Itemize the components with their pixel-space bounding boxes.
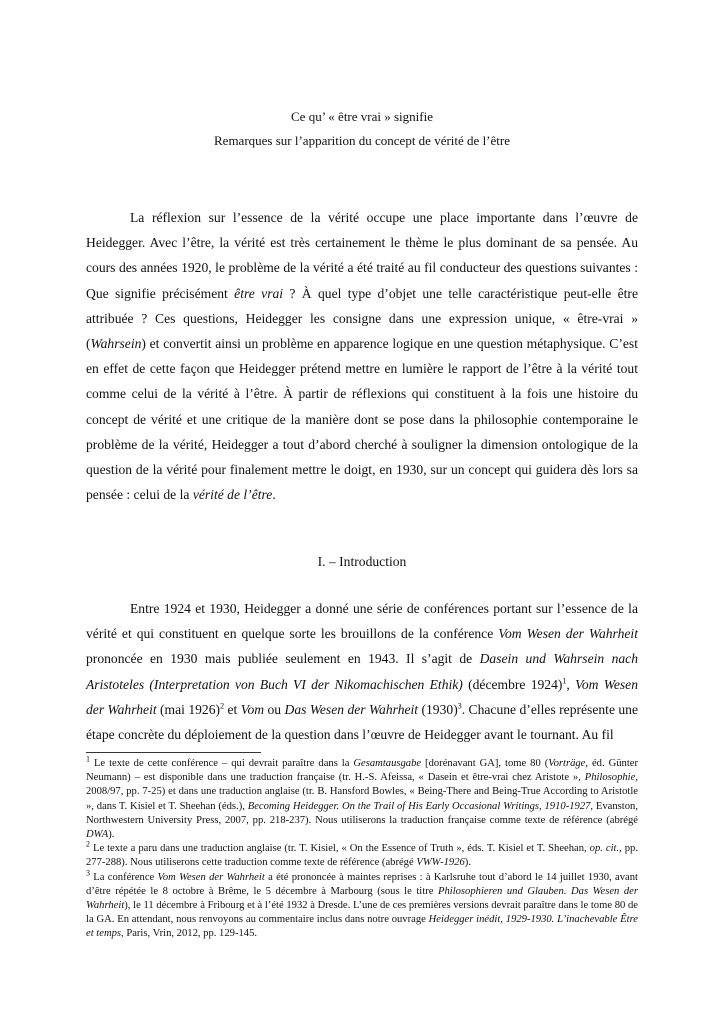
- text-run: Entre 1924 et 1930, Heidegger a donné une série de conférences portant sur l’essence de la vérité et qui constituent en quelque sorte les brouillons de la conférence: [86, 601, 638, 642]
- footnote-ref-1[interactable]: 1: [562, 676, 567, 686]
- text-run: La conférence: [90, 871, 158, 883]
- emphasis-text: Becoming Heidegger. On the Trail of His Early Occasional Writings, 1910-1927: [247, 800, 591, 812]
- emphasis-text: Philosophie: [584, 772, 636, 784]
- text-run: [dorénavant GA], tome 80 (: [421, 758, 549, 769]
- intro-paragraph: [86, 205, 638, 507]
- emphasis-text: Wahrsein: [90, 336, 142, 352]
- emphasis-text: Gesamtausgabe: [353, 758, 422, 769]
- footnote-1: [86, 754, 638, 842]
- footnote-2: [86, 839, 638, 870]
- emphasis-text: vérité de l’être: [192, 487, 273, 503]
- emphasis-text: Vom: [240, 701, 265, 717]
- footnote-ref-2[interactable]: 2: [220, 701, 225, 711]
- text-run: , Evanston, Northwestern University Press, 2007, pp. 218-237). Nous utiliserons la traduction française comme texte de référence (abrégé: [86, 800, 638, 826]
- emphasis-text: Heidegger inédit, 1929-1930. L’inachevable Être et temps: [86, 914, 638, 940]
- text-run: ).: [464, 857, 471, 869]
- footnote-number: 1: [86, 754, 90, 764]
- emphasis-text: VWW-1926: [416, 857, 465, 869]
- text-run: , éd. Günter Neumann) – est disponible dans une traduction française (tr. H.-S. Afeissa, « Dasein et être-vrai chez Aristote »,: [86, 758, 638, 784]
- emphasis-text: être vrai: [234, 285, 284, 301]
- text-run: ,: [566, 676, 576, 692]
- text-run: et: [224, 701, 241, 717]
- text-run: prononcée en 1930 mais publiée seulement en 1943. Il s’agit de: [86, 651, 480, 667]
- text-run: a été prononcée à maintes reprises : à Karlsruhe tout d’abord le 14 juillet 1930, avant d’être répétée le 8 octobre à Brême, le 5 décembre à Marbourg (sous le titre: [86, 871, 638, 897]
- footnote-ref-3[interactable]: 3: [457, 701, 462, 711]
- text-run: (mai 1926): [156, 701, 221, 717]
- text-run: , 2008/97, pp. 7-25) et dans une traduction anglaise (tr. B. Hansford Bowles, « Being-There and Being-True According to Aristotle », dans T. Kisiel et T. Sheehan (éds.),: [86, 772, 638, 812]
- text-run: ? À quel type d’objet une telle caractéristique peut-elle être attribuée ? Ces questions, Heidegger les consigne dans une expression unique, « être-vrai » (: [86, 285, 638, 352]
- emphasis-text: Vom Wesen der Wahrheit: [157, 871, 265, 883]
- emphasis-text: Vom Wesen der Wahrheit: [86, 676, 638, 717]
- footnote-3: [86, 868, 638, 942]
- emphasis-text: Dasein und Wahrsein nach Aristoteles (Interpretation von Buch VI der Nikomachischen Ethik): [86, 651, 638, 692]
- emphasis-text: Vom Wesen der Wahrheit: [498, 626, 638, 642]
- section-heading: I. – Introduction: [317, 554, 407, 569]
- text-run: , pp. 277-288). Nous utiliserons cette traduction comme texte de référence (abrégé: [86, 843, 638, 869]
- text-run: . Chacune d’elles représente une étape concrète du déploiement de la question dans l’œuvre de Heidegger avant le tournant. Au fil: [86, 701, 639, 743]
- emphasis-text: DWA: [86, 829, 109, 841]
- text-run: , Paris, Vrin, 2012, pp. 129-145.: [121, 928, 258, 940]
- emphasis-text: Vorträge: [548, 758, 586, 769]
- text-run: Le texte a paru dans une traduction anglaise (tr. T. Kisiel, « On the Essence of Truth », éds. T. Kisiel et T. Sheehan,: [90, 843, 590, 855]
- document-subtitle: Remarques sur l’apparition du concept de vérité de l’être: [214, 133, 510, 148]
- text-run: ou: [264, 701, 285, 717]
- footnotes: [86, 754, 638, 942]
- text-run: (décembre 1924): [462, 676, 563, 692]
- section-paragraph: [86, 596, 638, 747]
- text-run: ).: [108, 829, 115, 841]
- text-run: (1930): [418, 701, 458, 717]
- emphasis-text: op. cit.: [589, 843, 620, 855]
- footnote-number: 2: [86, 839, 90, 849]
- text-run: La réflexion sur l’essence de la vérité occupe une place importante dans l’œuvre de Heidegger. Avec l’être, la vérité est très certainement le thème le plus dominant de sa pensée. Au cours des années 1920, le problème de la vérité a été traité au fil conducteur des questions suivantes : Que signifie précisément: [86, 210, 638, 301]
- footnote-number: 3: [86, 868, 90, 878]
- emphasis-text: Das Wesen der Wahrheit: [284, 701, 419, 717]
- text-run: Le texte de cette conférence – qui devrait paraître dans la: [90, 758, 354, 769]
- footnote-separator: [86, 752, 261, 753]
- emphasis-text: Philosophieren und Glauben. Das Wesen der Wahrheit: [86, 885, 638, 912]
- text-run: ) et convertit ainsi un problème en apparence logique en une question métaphysique. C’est en effet de cette façon que Heidegger prétend mettre en lumière le rapport de l’être à la vérité tout comme celui de la vérité à l’être. À partir de réflexions qui constituent à la fois une histoire du concept de vérité et une critique de la manière dont se pose dans la philosophie contemporaine le problème de la vérité, Heidegger a tout d’abord cherché à souligner la dimension ontologique de la question de la vérité pour finalement mettre le doigt, en 1930, sur un concept qui guidera dès lors sa pensée : celui de la: [86, 336, 638, 503]
- text-run: .: [272, 487, 276, 503]
- text-run: ), le 11 décembre à Fribourg et à l’été 1932 à Dresde. L’une de ces premières versions devrait paraître dans le tome 80 de la GA. En attendant, nous renvoyons au commentaire inclus dans notre ouvrage: [86, 900, 638, 926]
- document-title: Ce qu’ « être vrai » signifie: [291, 109, 433, 124]
